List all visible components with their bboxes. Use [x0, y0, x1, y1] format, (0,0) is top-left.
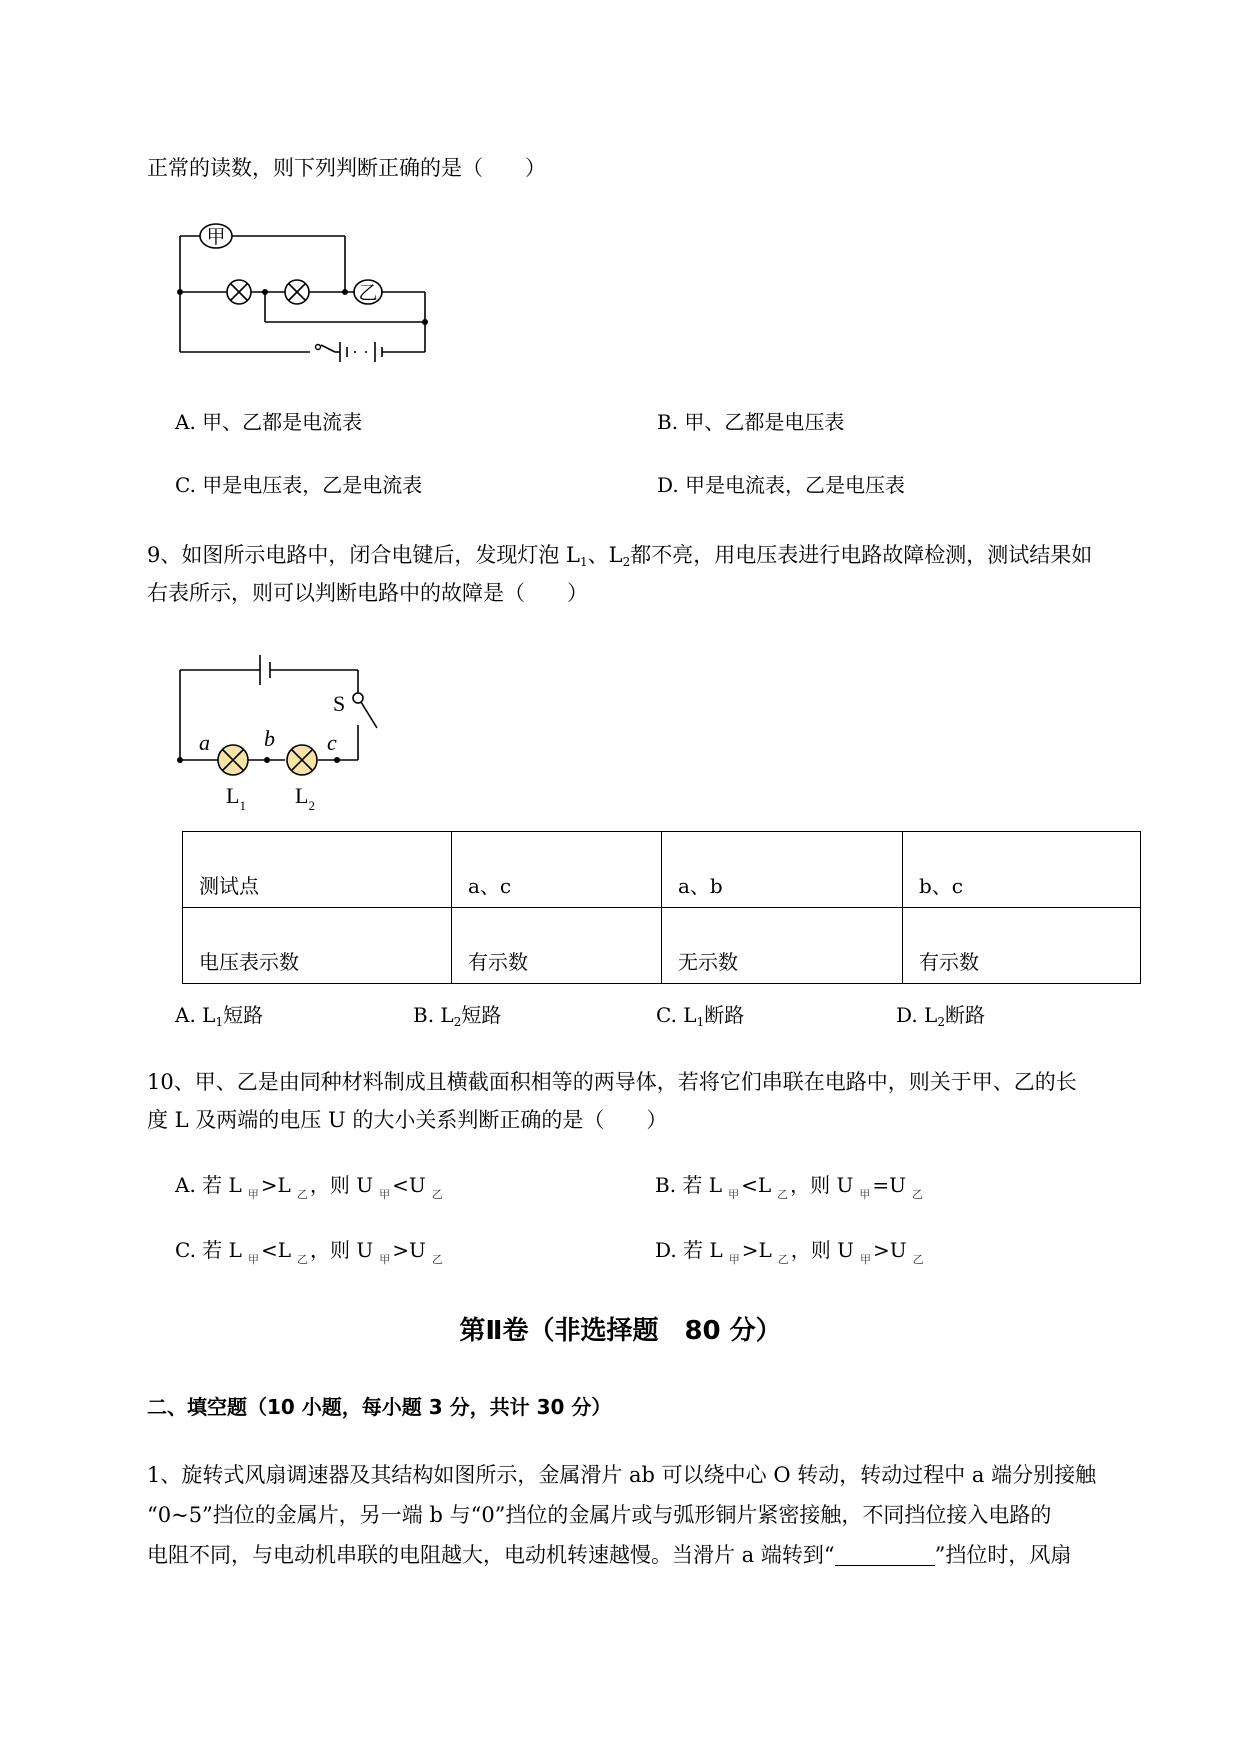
q9-option-a[interactable]: A. $L_1$短路	[175, 1003, 264, 1029]
q9-option-b[interactable]: B. $L_2$短路	[413, 1003, 502, 1029]
point-c-label: c	[327, 730, 337, 755]
table-row	[183, 908, 1141, 984]
q9-circuit-diagram	[175, 650, 395, 820]
fill-q1-line2: “0~5”挡位的金属片，另一端 b 与“0”挡位的金属片或与弧形铜片紧密接触，不同挡位接入电路的	[147, 1503, 1052, 1527]
q9-test-table	[182, 831, 1141, 984]
table-row	[183, 832, 1141, 908]
meter-jia-label: 甲	[206, 226, 226, 248]
section-heading: 二、填空题（10 小题，每小题 3 分，共计 30 分）	[147, 1395, 612, 1419]
q10-option-d[interactable]: D. 若 L $_甲$ >L $_乙$ ，则 U $_甲$ >U $_乙$	[655, 1238, 924, 1266]
table-cell: 无示数	[662, 908, 903, 984]
q8-option-d[interactable]: D. 甲是电流表，乙是电压表	[657, 473, 906, 497]
q10-option-b[interactable]: B. 若 L $_甲$ <L $_乙$ ，则 U $_甲$ =U $_乙$	[655, 1173, 923, 1201]
q8-option-b[interactable]: B. 甲、乙都是电压表	[657, 410, 845, 434]
q8-circuit-diagram	[175, 222, 435, 362]
q9-option-d[interactable]: D. $L_2$断路	[896, 1003, 985, 1029]
q10-option-a[interactable]: A. 若 L $_甲$ >L $_乙$ ，则 U $_甲$ <U $_乙$	[175, 1173, 443, 1201]
q9-stem-line2: 右表所示，则可以判断电路中的故障是（ ）	[147, 581, 588, 605]
lamp1-label: $L_1$	[226, 783, 246, 813]
q10-stem-line2: 度 L 及两端的电压 U 的大小关系判断正确的是（ ）	[147, 1108, 668, 1132]
part-two-title: 第Ⅱ卷（非选择题 80 分）	[459, 1316, 782, 1346]
table-cell: 电压表示数	[183, 908, 452, 984]
fill-q1-line1: 1、旋转式风扇调速器及其结构如图所示，金属滑片 ab 可以绕中心 O 转动，转动过程中 a 端分别接触	[147, 1463, 1097, 1487]
answer-blank[interactable]	[835, 1543, 935, 1566]
q9-option-c[interactable]: C. $L_1$断路	[656, 1003, 745, 1029]
q8-option-c[interactable]: C. 甲是电压表，乙是电流表	[175, 473, 423, 497]
table-cell: 有示数	[903, 908, 1141, 984]
point-a-label: a	[199, 730, 210, 755]
meter-yi-label: 乙	[358, 282, 378, 304]
table-cell: 测试点	[183, 832, 452, 908]
q10-option-c[interactable]: C. 若 L $_甲$ <L $_乙$ ，则 U $_甲$ >U $_乙$	[175, 1238, 443, 1266]
table-cell: 有示数	[452, 908, 662, 984]
switch-label: S	[333, 691, 346, 716]
lamp2-label: $L_2$	[295, 783, 315, 813]
q9-stem-line1: 9、如图所示电路中，闭合电键后，发现灯泡 $L_1$、$L_2$都不亮，用电压表进行电路故障检测，测试结果如	[147, 543, 1093, 569]
fill-q1-line3: 电阻不同，与电动机串联的电阻越大，电动机转速越慢。当滑片 a 端转到“ ”挡位时，风扇	[147, 1543, 1072, 1567]
q8-option-a[interactable]: A. 甲、乙都是电流表	[175, 410, 363, 434]
q10-stem-line1: 10、甲、乙是由同种材料制成且横截面积相等的两导体，若将它们串联在电路中，则关于甲、乙的长	[147, 1070, 1077, 1094]
q8-stem-tail: 正常的读数，则下列判断正确的是（ ）	[147, 156, 546, 180]
table-cell: b、c	[903, 832, 1141, 908]
point-b-label: b	[264, 726, 275, 751]
table-cell: a、c	[452, 832, 662, 908]
table-cell: a、b	[662, 832, 903, 908]
